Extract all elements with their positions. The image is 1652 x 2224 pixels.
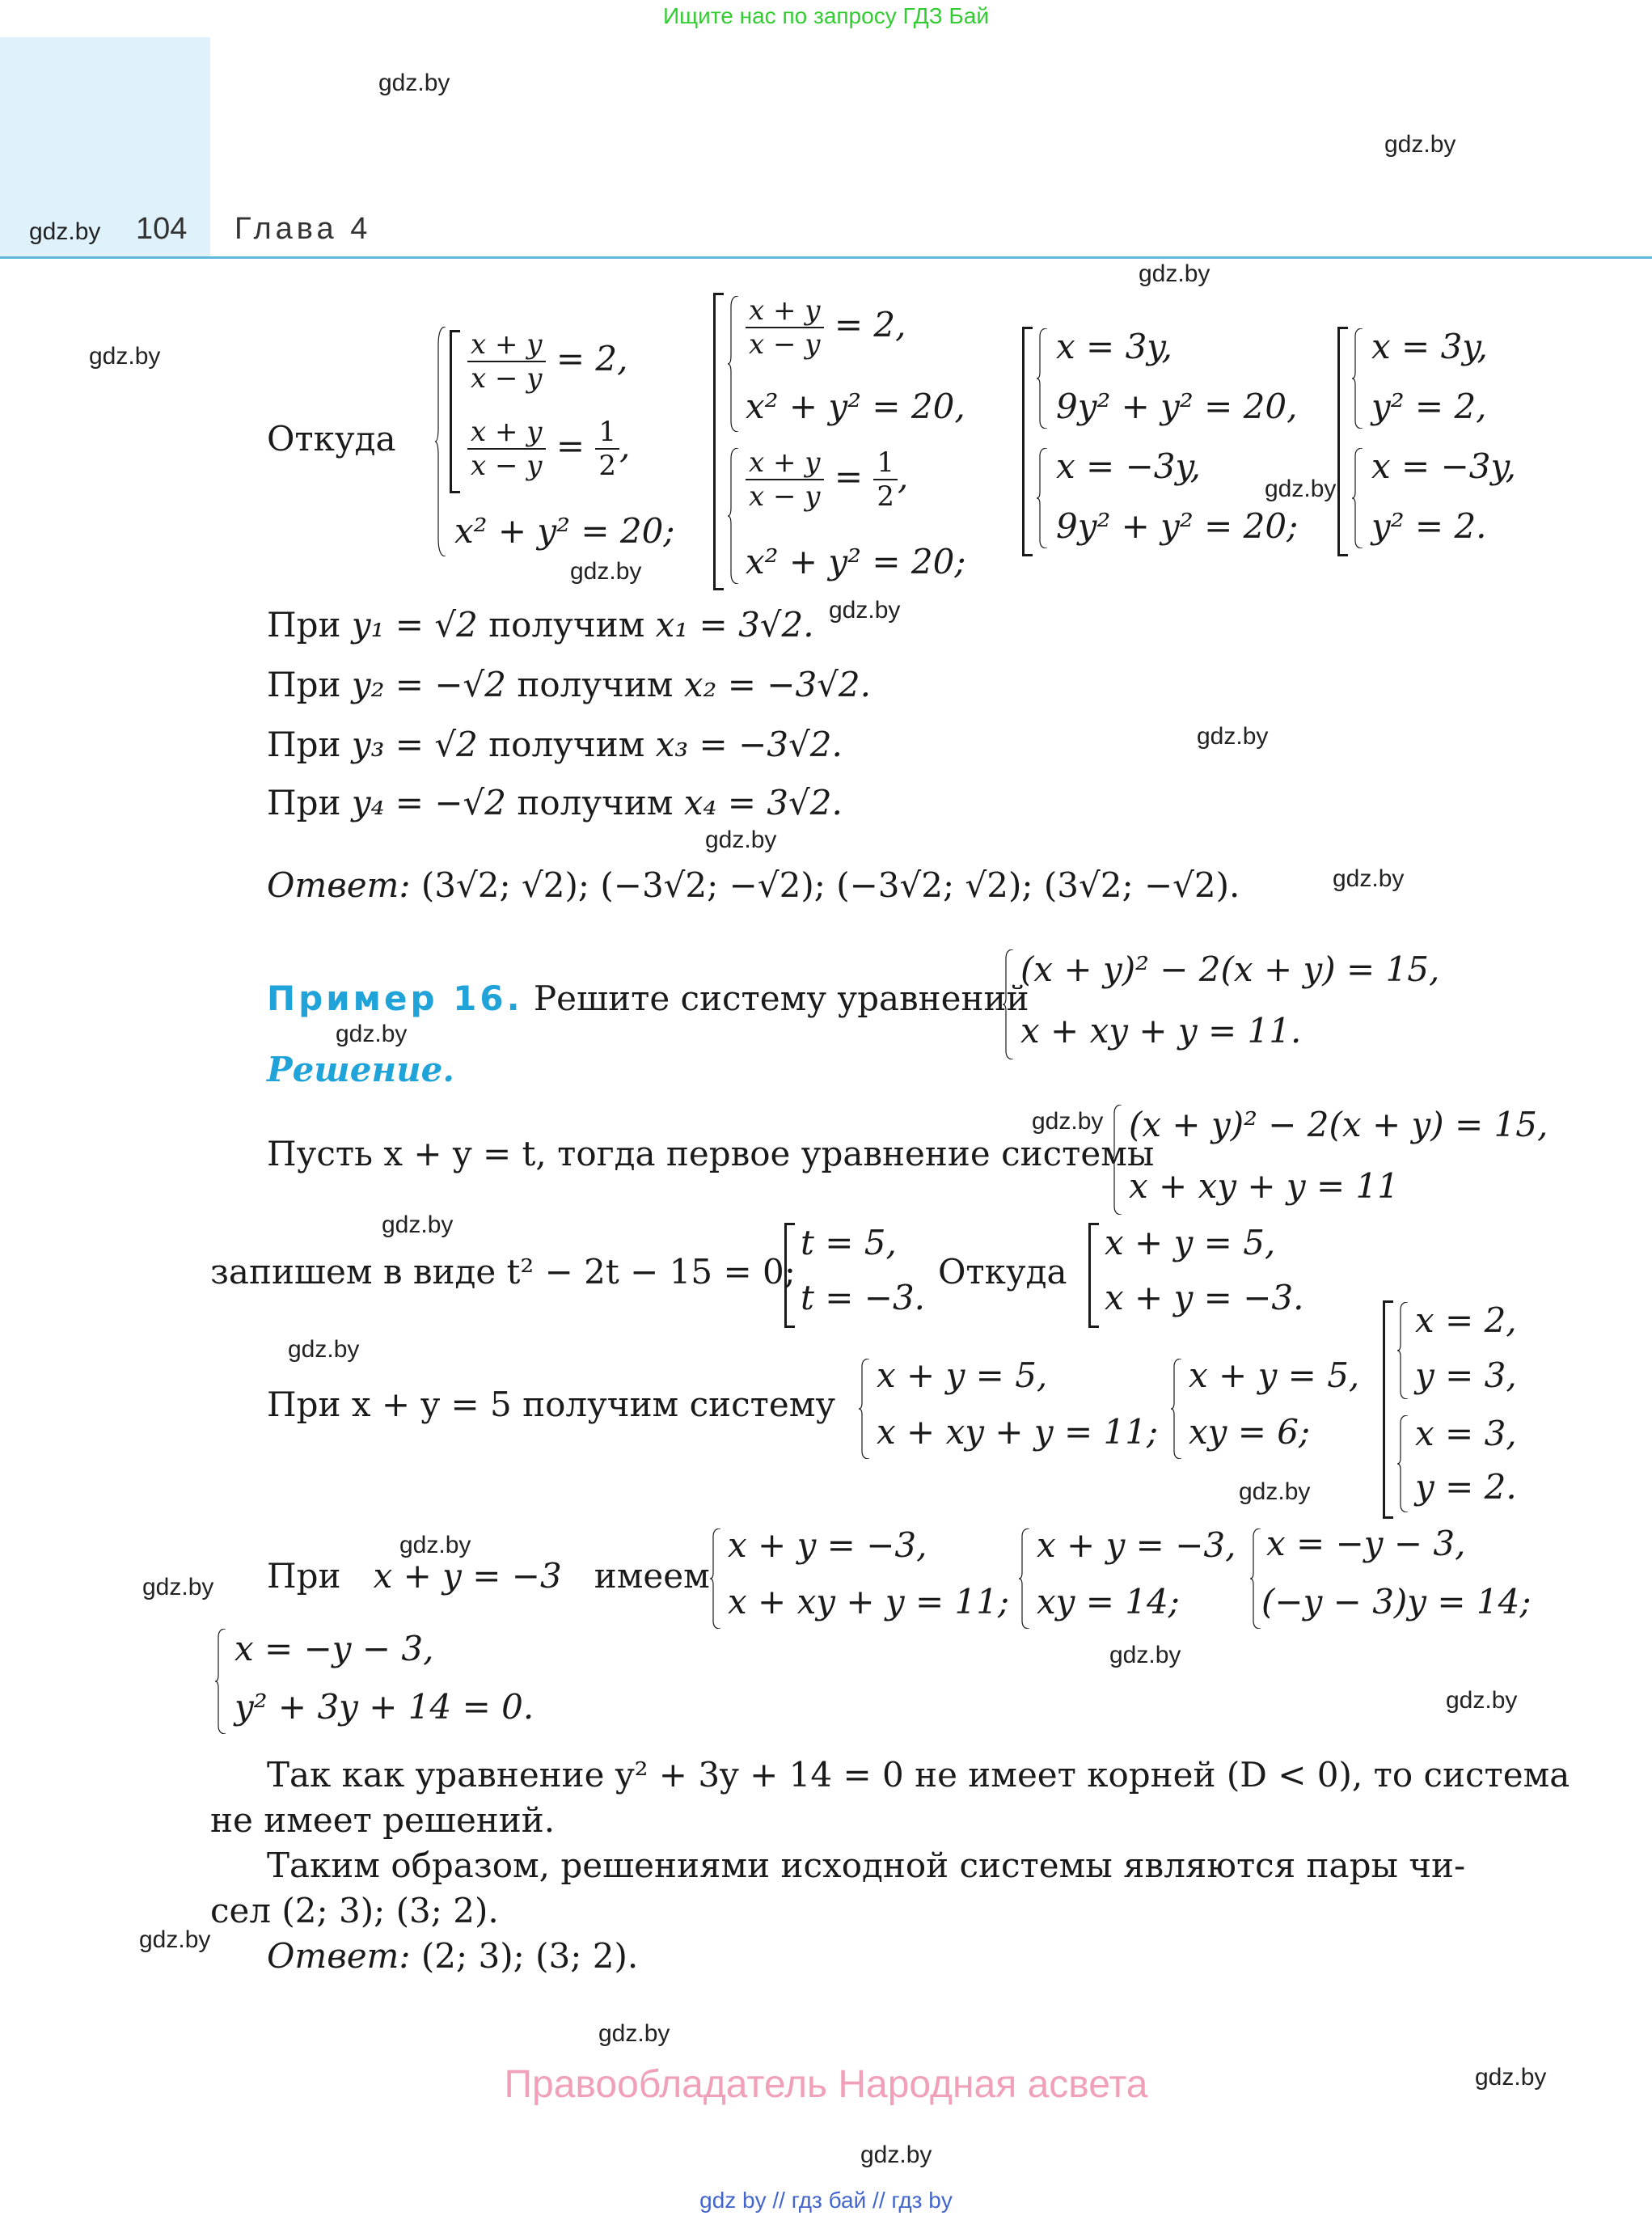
collection-bracket xyxy=(713,293,724,590)
collection-bracket xyxy=(1337,327,1348,556)
sys2-a-eq2: x² + y² = 20, xyxy=(746,387,965,426)
system-brace xyxy=(1397,1415,1409,1512)
step3-c2: y = 3, xyxy=(1415,1355,1517,1395)
system-brace xyxy=(728,448,739,584)
system-brace xyxy=(1250,1528,1261,1629)
sys2-a-eq1: $\frac{x + y}{x - y}$ = 2, xyxy=(746,294,906,361)
case-line: При y₃ = √2 получим x₃ = −3√2. xyxy=(267,725,843,764)
system-brace xyxy=(435,327,446,556)
example-eq2: x + xy + y = 11. xyxy=(1020,1011,1302,1051)
system-brace xyxy=(215,1629,226,1734)
watermark: gdz.by xyxy=(1139,260,1210,287)
system-brace xyxy=(1037,328,1048,429)
sys2-b-eq1: $\frac{x + y}{x - y}$ = $\frac{1}{2}$ , xyxy=(746,446,908,513)
watermark: gdz.by xyxy=(288,1336,360,1363)
case-line: При y₄ = −√2 получим x₄ = 3√2. xyxy=(267,783,843,822)
sys3-b2: 9y² + y² = 20; xyxy=(1056,506,1299,546)
collection-bracket xyxy=(450,330,460,493)
system-brace xyxy=(1171,1359,1182,1459)
example-heading: Пример 16. Решите систему уравнений xyxy=(267,979,1029,1018)
sys3-a1: x = 3y, xyxy=(1056,327,1172,366)
system-brace xyxy=(710,1528,721,1629)
step4-c2: (−y − 3)y = 14; xyxy=(1261,1582,1532,1621)
watermark: gdz.by xyxy=(1239,1478,1311,1505)
sys4-a2: y² = 2, xyxy=(1371,387,1487,426)
watermark: gdz.by xyxy=(1446,1687,1518,1714)
otkuda-label: Откуда xyxy=(267,419,396,459)
system-brace xyxy=(859,1359,870,1459)
step2-t2: t = −3. xyxy=(801,1278,926,1317)
step4-a1: x + y = −3, xyxy=(728,1525,927,1565)
step3-a2: x + xy + y = 11; xyxy=(877,1412,1159,1452)
system-brace xyxy=(1352,448,1363,548)
sys1-eq2: $\frac{x + y}{x - y}$ = $\frac{1}{2}$ , xyxy=(467,416,630,482)
paragraph-line: Так как уравнение y² + 3y + 14 = 0 не имеет корней (D < 0), то система xyxy=(267,1755,1570,1795)
page-number: 104 xyxy=(136,212,188,246)
collection-bracket xyxy=(784,1223,795,1328)
solution-label: Решение. xyxy=(267,1050,454,1089)
step2-t1: t = 5, xyxy=(801,1223,897,1262)
step3-c1: x = 2, xyxy=(1415,1300,1517,1340)
watermark: gdz.by xyxy=(705,827,777,853)
watermark: gdz.by xyxy=(1333,865,1405,892)
step4-c1: x = −y − 3, xyxy=(1266,1524,1466,1563)
sys4-b1: x = −3y, xyxy=(1371,446,1516,486)
rights-holder: Правообладатель Народная асвета xyxy=(504,2063,1148,2106)
step3-c3: x = 3, xyxy=(1415,1414,1517,1453)
watermark: gdz.by xyxy=(598,2020,670,2047)
answer-line: Ответ: (3√2; √2); (−3√2; −√2); (−3√2; √2); (3√2; −√2). xyxy=(267,865,1240,905)
step4-d1: x = −y − 3, xyxy=(234,1629,434,1668)
step4-b1: x + y = −3, xyxy=(1037,1525,1236,1565)
watermark: gdz.by xyxy=(860,2142,932,2168)
system-brace xyxy=(1019,1528,1030,1629)
paragraph-line: не имеет решений. xyxy=(210,1800,556,1840)
watermark: gdz.by xyxy=(829,597,901,624)
paragraph-line: Таким образом, решениями исходной системы являются пары чи- xyxy=(267,1846,1466,1885)
watermark: gdz.by xyxy=(139,1926,211,1953)
step3-c4: y = 2. xyxy=(1415,1467,1517,1507)
step3-b2: xy = 6; xyxy=(1189,1412,1311,1452)
header-line xyxy=(0,256,1652,259)
watermark: gdz.by xyxy=(1265,476,1337,502)
case-line: При y₂ = −√2 получим x₂ = −3√2. xyxy=(267,665,872,704)
sys4-a1: x = 3y, xyxy=(1371,327,1488,366)
sys1-eq1: $\frac{x + y}{x - y}$ = 2, xyxy=(467,328,627,395)
watermark: gdz.by xyxy=(89,343,161,370)
paragraph-line: сел (2; 3); (3; 2). xyxy=(210,1891,499,1930)
system-brace xyxy=(1003,949,1014,1059)
step1-eq1: (x + y)² − 2(x + y) = 15, xyxy=(1129,1105,1548,1144)
system-brace xyxy=(1397,1302,1409,1399)
step2-otkuda: Откуда xyxy=(938,1252,1067,1292)
watermark: gdz.by xyxy=(142,1574,214,1600)
footer-links[interactable]: gdz by // гдз бай // гдз by xyxy=(699,2188,953,2213)
collection-bracket xyxy=(1022,327,1033,556)
sys3-b1: x = −3y, xyxy=(1056,446,1201,486)
step3-b1: x + y = 5, xyxy=(1189,1355,1360,1395)
collection-bracket xyxy=(1383,1300,1393,1519)
system-brace xyxy=(1111,1105,1122,1215)
step4-d2: y² + 3y + 14 = 0. xyxy=(234,1687,534,1727)
collection-bracket xyxy=(1088,1223,1099,1328)
step2-text: запишем в виде t² − 2t − 15 = 0; xyxy=(210,1252,796,1292)
answer-line: Ответ: (2; 3); (3; 2). xyxy=(267,1936,639,1976)
sys1-eq3: x² + y² = 20; xyxy=(454,511,675,551)
watermark: gdz.by xyxy=(378,70,450,96)
watermark: gdz.by xyxy=(399,1532,471,1558)
watermark: gdz.by xyxy=(1032,1108,1104,1135)
watermark: gdz.by xyxy=(1384,131,1456,158)
sys2-b-eq2: x² + y² = 20; xyxy=(746,542,966,581)
example-eq1: (x + y)² − 2(x + y) = 15, xyxy=(1020,949,1440,989)
step3-a1: x + y = 5, xyxy=(877,1355,1048,1395)
step2-s1: x + y = 5, xyxy=(1105,1223,1276,1262)
step1-eq2: x + xy + y = 11 xyxy=(1129,1166,1399,1206)
case-line: При y₁ = √2 получим x₁ = 3√2. xyxy=(267,605,814,645)
step3-text: При x + y = 5 получим систему xyxy=(267,1385,836,1424)
system-brace xyxy=(1037,448,1048,548)
step4-a2: x + xy + y = 11; xyxy=(728,1582,1010,1621)
watermark: gdz.by xyxy=(1197,723,1269,750)
top-banner[interactable]: Ищите нас по запросу ГДЗ Бай xyxy=(662,3,990,28)
watermark: gdz.by xyxy=(1475,2064,1547,2091)
sys3-a2: 9y² + y² = 20, xyxy=(1056,387,1298,426)
step4-b2: xy = 14; xyxy=(1037,1582,1180,1621)
watermark: gdz.by xyxy=(29,218,101,245)
watermark: gdz.by xyxy=(336,1021,408,1047)
step1-text: Пусть x + y = t, тогда первое уравнение системы xyxy=(267,1134,1155,1173)
sys4-b2: y² = 2. xyxy=(1371,506,1487,546)
step2-s2: x + y = −3. xyxy=(1105,1278,1304,1317)
watermark: gdz.by xyxy=(1109,1642,1181,1668)
watermark: gdz.by xyxy=(570,558,642,585)
chapter-title: Глава 4 xyxy=(234,212,372,246)
watermark: gdz.by xyxy=(382,1211,454,1238)
system-brace xyxy=(728,296,739,432)
step4-text: При x + y = −3 имеем xyxy=(267,1556,710,1596)
system-brace xyxy=(1352,328,1363,429)
